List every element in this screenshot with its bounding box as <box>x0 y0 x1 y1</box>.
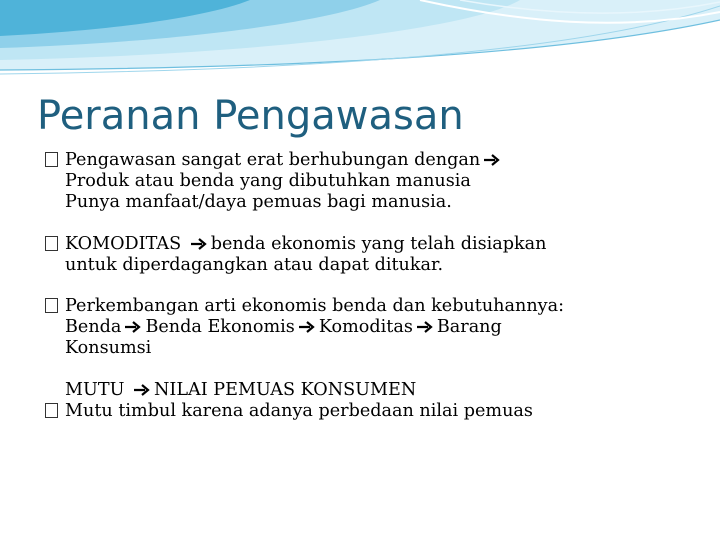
plain-line <box>45 380 705 401</box>
text-segment: Benda Ekonomis <box>145 317 295 337</box>
header-wave-decoration <box>0 0 720 90</box>
text-segment: Benda <box>65 317 122 337</box>
slide-body <box>45 150 705 422</box>
bullet-marker-icon <box>45 152 58 167</box>
bullet-marker-icon <box>45 236 58 251</box>
bullet-text-line: Konsumsi <box>65 338 152 358</box>
bullet-text-line <box>65 150 705 171</box>
bullet-text-line <box>65 234 705 255</box>
bullet-text-line <box>65 317 705 338</box>
bullet-text-line: Produk atau benda yang dibutuhkan manusia <box>65 171 471 191</box>
bullet-text-line: Mutu timbul karena adanya perbedaan nilai pemuas <box>65 401 533 421</box>
text-segment: NILAI PEMUAS KONSUMEN <box>154 380 417 400</box>
bullet-text-line: Perkembangan arti ekonomis benda dan kebutuhannya: <box>65 296 565 316</box>
slide-title: Peranan Pengawasan <box>37 93 464 139</box>
arrow-right-icon <box>190 238 208 250</box>
arrow-right-icon <box>124 321 142 333</box>
arrow-right-icon <box>483 154 501 166</box>
text-segment: Barang <box>436 317 502 337</box>
bullet-marker-icon <box>45 403 58 418</box>
bullet-item <box>45 234 705 276</box>
text-segment: KOMODITAS <box>65 234 187 254</box>
arrow-right-icon <box>298 321 316 333</box>
text-segment: Komoditas <box>318 317 413 337</box>
bullet-item <box>45 401 705 422</box>
arrow-right-icon <box>416 321 434 333</box>
bullet-marker-icon <box>45 298 58 313</box>
bullet-text-line: untuk diperdagangkan atau dapat ditukar. <box>65 255 444 275</box>
text-segment: Pengawasan sangat erat berhubungan dengan <box>65 150 481 170</box>
text-segment: benda ekonomis yang telah disiapkan <box>210 234 547 254</box>
text-segment: MUTU <box>65 380 130 400</box>
arrow-right-icon <box>133 384 151 396</box>
bullet-item <box>45 296 705 359</box>
bullet-text-line: Punya manfaat/daya pemuas bagi manusia. <box>65 192 452 212</box>
bullet-item <box>45 150 705 213</box>
bullet-text-line <box>65 380 705 401</box>
